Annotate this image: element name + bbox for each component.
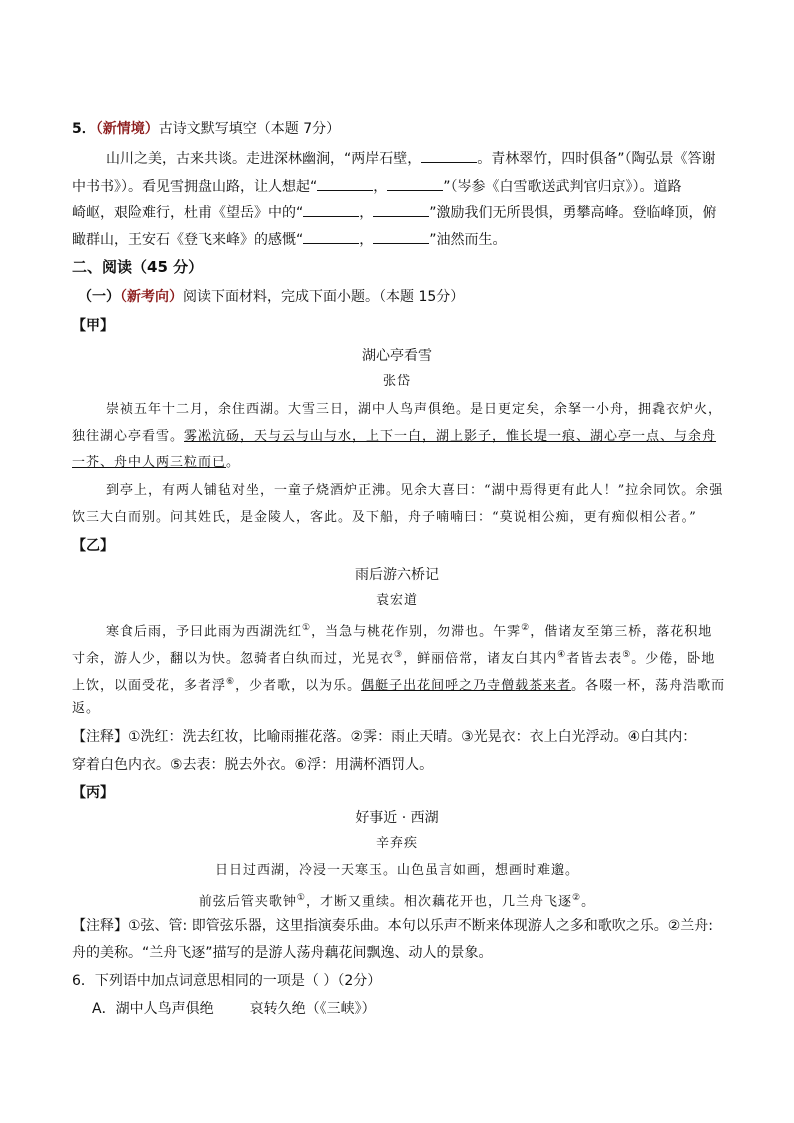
bing-note-line2: 舟的美称。“兰舟飞逐”描写的是游人荡舟藕花间飘逸、动人的景象。 — [72, 945, 493, 961]
footnote-ref: ① — [296, 893, 306, 903]
underlined-sentence: 雾凇沆砀，天与云与山与水，上下一白，湖上影子，惟长堤一痕、湖心亭一点、与余舟 — [184, 429, 717, 444]
q5-tag: （新情境） — [95, 121, 159, 137]
yi-line1: 寒食后雨，予曰此雨为西湖洗红①，当急与桃花作别，勿滞也。午霁②，偕诸友至第三桥，落花积地 — [106, 623, 713, 640]
yi-line2: 寸余，游人少，翻以为快。忽骑者白纨而过，光晃衣③，鲜丽倍常，诸友白其内④者皆去表⑤。少倦，卧地 — [72, 650, 716, 667]
yi-note-line1: 【注释】①洗红：洗去红妆，比喻雨摧花落。②霁：雨止天晴。③光晃衣：衣上白光浮动。④白其内： — [72, 729, 697, 745]
answer-blank[interactable] — [373, 229, 429, 244]
footnote-ref: ④ — [557, 650, 567, 660]
passage-title-bing: 好事近 · 西湖 — [355, 810, 439, 826]
jia-para1-line3: 一芥、舟中人两三粒而已。 — [72, 455, 241, 470]
answer-blank[interactable] — [373, 202, 429, 217]
answer-blank[interactable] — [387, 176, 443, 191]
jia-para2-line1: 到亭上，有两人铺毡对坐，一童子烧酒炉正沸。见余大喜曰：“湖中焉得更有此人！”拉余同饮。余强 — [106, 483, 724, 498]
yi-line3: 上饮，以面受花，多者浮⑥，少者歌，以为乐。偶艇子出花间呼之乃寺僧载茶来者。各啜一杯，荡舟浩歌而 — [72, 677, 726, 694]
underlined-sentence: 偶艇子出花间呼之乃寺僧载茶来者 — [361, 678, 572, 694]
jia-para1-line1: 崇祯五年十二月，余住西湖。大雪三日，湖中人鸟声俱绝。是日更定矣，余拏一小舟，拥毳衣炉火， — [106, 402, 723, 417]
yi-line4: 返。 — [72, 701, 101, 716]
passage-label-yi: 【乙】 — [72, 538, 114, 554]
passage-label-jia: 【甲】 — [72, 318, 114, 334]
yi-note-line2: 穿着白色内衣。⑤去表：脱去外衣。⑥浮：用满杯酒罚人。 — [72, 757, 434, 773]
answer-blank[interactable] — [317, 176, 373, 191]
section-subheading: （一）（新考向）阅读下面材料，完成下面小题。（本题 15分） — [78, 289, 465, 305]
underlined-sentence: 一芥、舟中人两三粒而已 — [72, 455, 227, 470]
passage-author-bing: 辛弃疾 — [375, 836, 418, 851]
answer-blank[interactable] — [421, 148, 477, 163]
bing-line1: 日日过西湖，冷浸一天寒玉。山色虽言如画，想画时难邈。 — [214, 863, 579, 878]
answer-blank[interactable] — [303, 229, 359, 244]
q5-line-2: 中书书》）。看见雪拥盘山路，让人想起“ ， ”（岑参《白雪歌送武判官归京》）。道路 — [72, 176, 682, 197]
passage-title-jia: 湖心亭看雪 — [362, 348, 432, 364]
answer-blank[interactable] — [303, 202, 359, 217]
q5-line-3: 崎岖，艰险难行，杜甫《望岳》中的“ ， ”激励我们无所畏惧，勇攀高峰。登临峰顶，俯 — [72, 202, 717, 223]
footnote-ref: ③ — [394, 650, 404, 660]
q5-heading: 5．（新情境）古诗文默写填空（本题 7分） — [72, 121, 341, 137]
bing-line2: 前弦后管夹歌钟①，才断又重续。相次藕花开也，几兰舟飞逐②。 — [198, 893, 596, 910]
passage-author-yi: 袁宏道 — [375, 593, 418, 608]
q6-option-a[interactable]: A．湖中人鸟声俱绝 哀转久绝（《三峡》） — [92, 1001, 376, 1017]
footnote-ref: ⑤ — [622, 650, 632, 660]
q5-line-1: 山川之美，古来共谈。走进深林幽涧，“两岸石壁， 。青林翠竹，四时俱备”（陶弘景《答谢 — [106, 148, 716, 169]
jia-para2-line2: 饮三大白而别。问其姓氏，是金陵人，客此。及下船，舟子喃喃曰：“莫说相公痴，更有痴似相公者。” — [72, 510, 697, 525]
bing-note-line1: 【注释】①弦、管: 即管弦乐器，这里指演奏乐曲。本句以乐声不断来体现游人之多和歌吹之乐。②兰舟: — [72, 918, 713, 934]
section-tag: （新考向） — [120, 289, 183, 305]
section-heading: 二、阅读（45 分） — [72, 258, 204, 276]
jia-para1-line2: 独往湖心亭看雪。雾凇沆砀，天与云与山与水，上下一白，湖上影子，惟长堤一痕、湖心亭一点、与余舟 — [72, 429, 717, 444]
footnote-ref: ① — [302, 623, 312, 633]
q5-line-4: 瞰群山，王安石《登飞来峰》的感慨“ ， ”油然而生。 — [72, 229, 507, 250]
footnote-ref: ② — [572, 893, 582, 903]
footnote-ref: ② — [521, 623, 531, 633]
passage-title-yi: 雨后游六桥记 — [355, 567, 439, 583]
footnote-ref: ⑥ — [226, 677, 236, 687]
passage-label-bing: 【丙】 — [72, 785, 114, 801]
q6-stem: 6．下列语中加点词意思相同的一项是（ ）（2分） — [72, 973, 382, 989]
passage-author-jia: 张岱 — [382, 374, 411, 389]
